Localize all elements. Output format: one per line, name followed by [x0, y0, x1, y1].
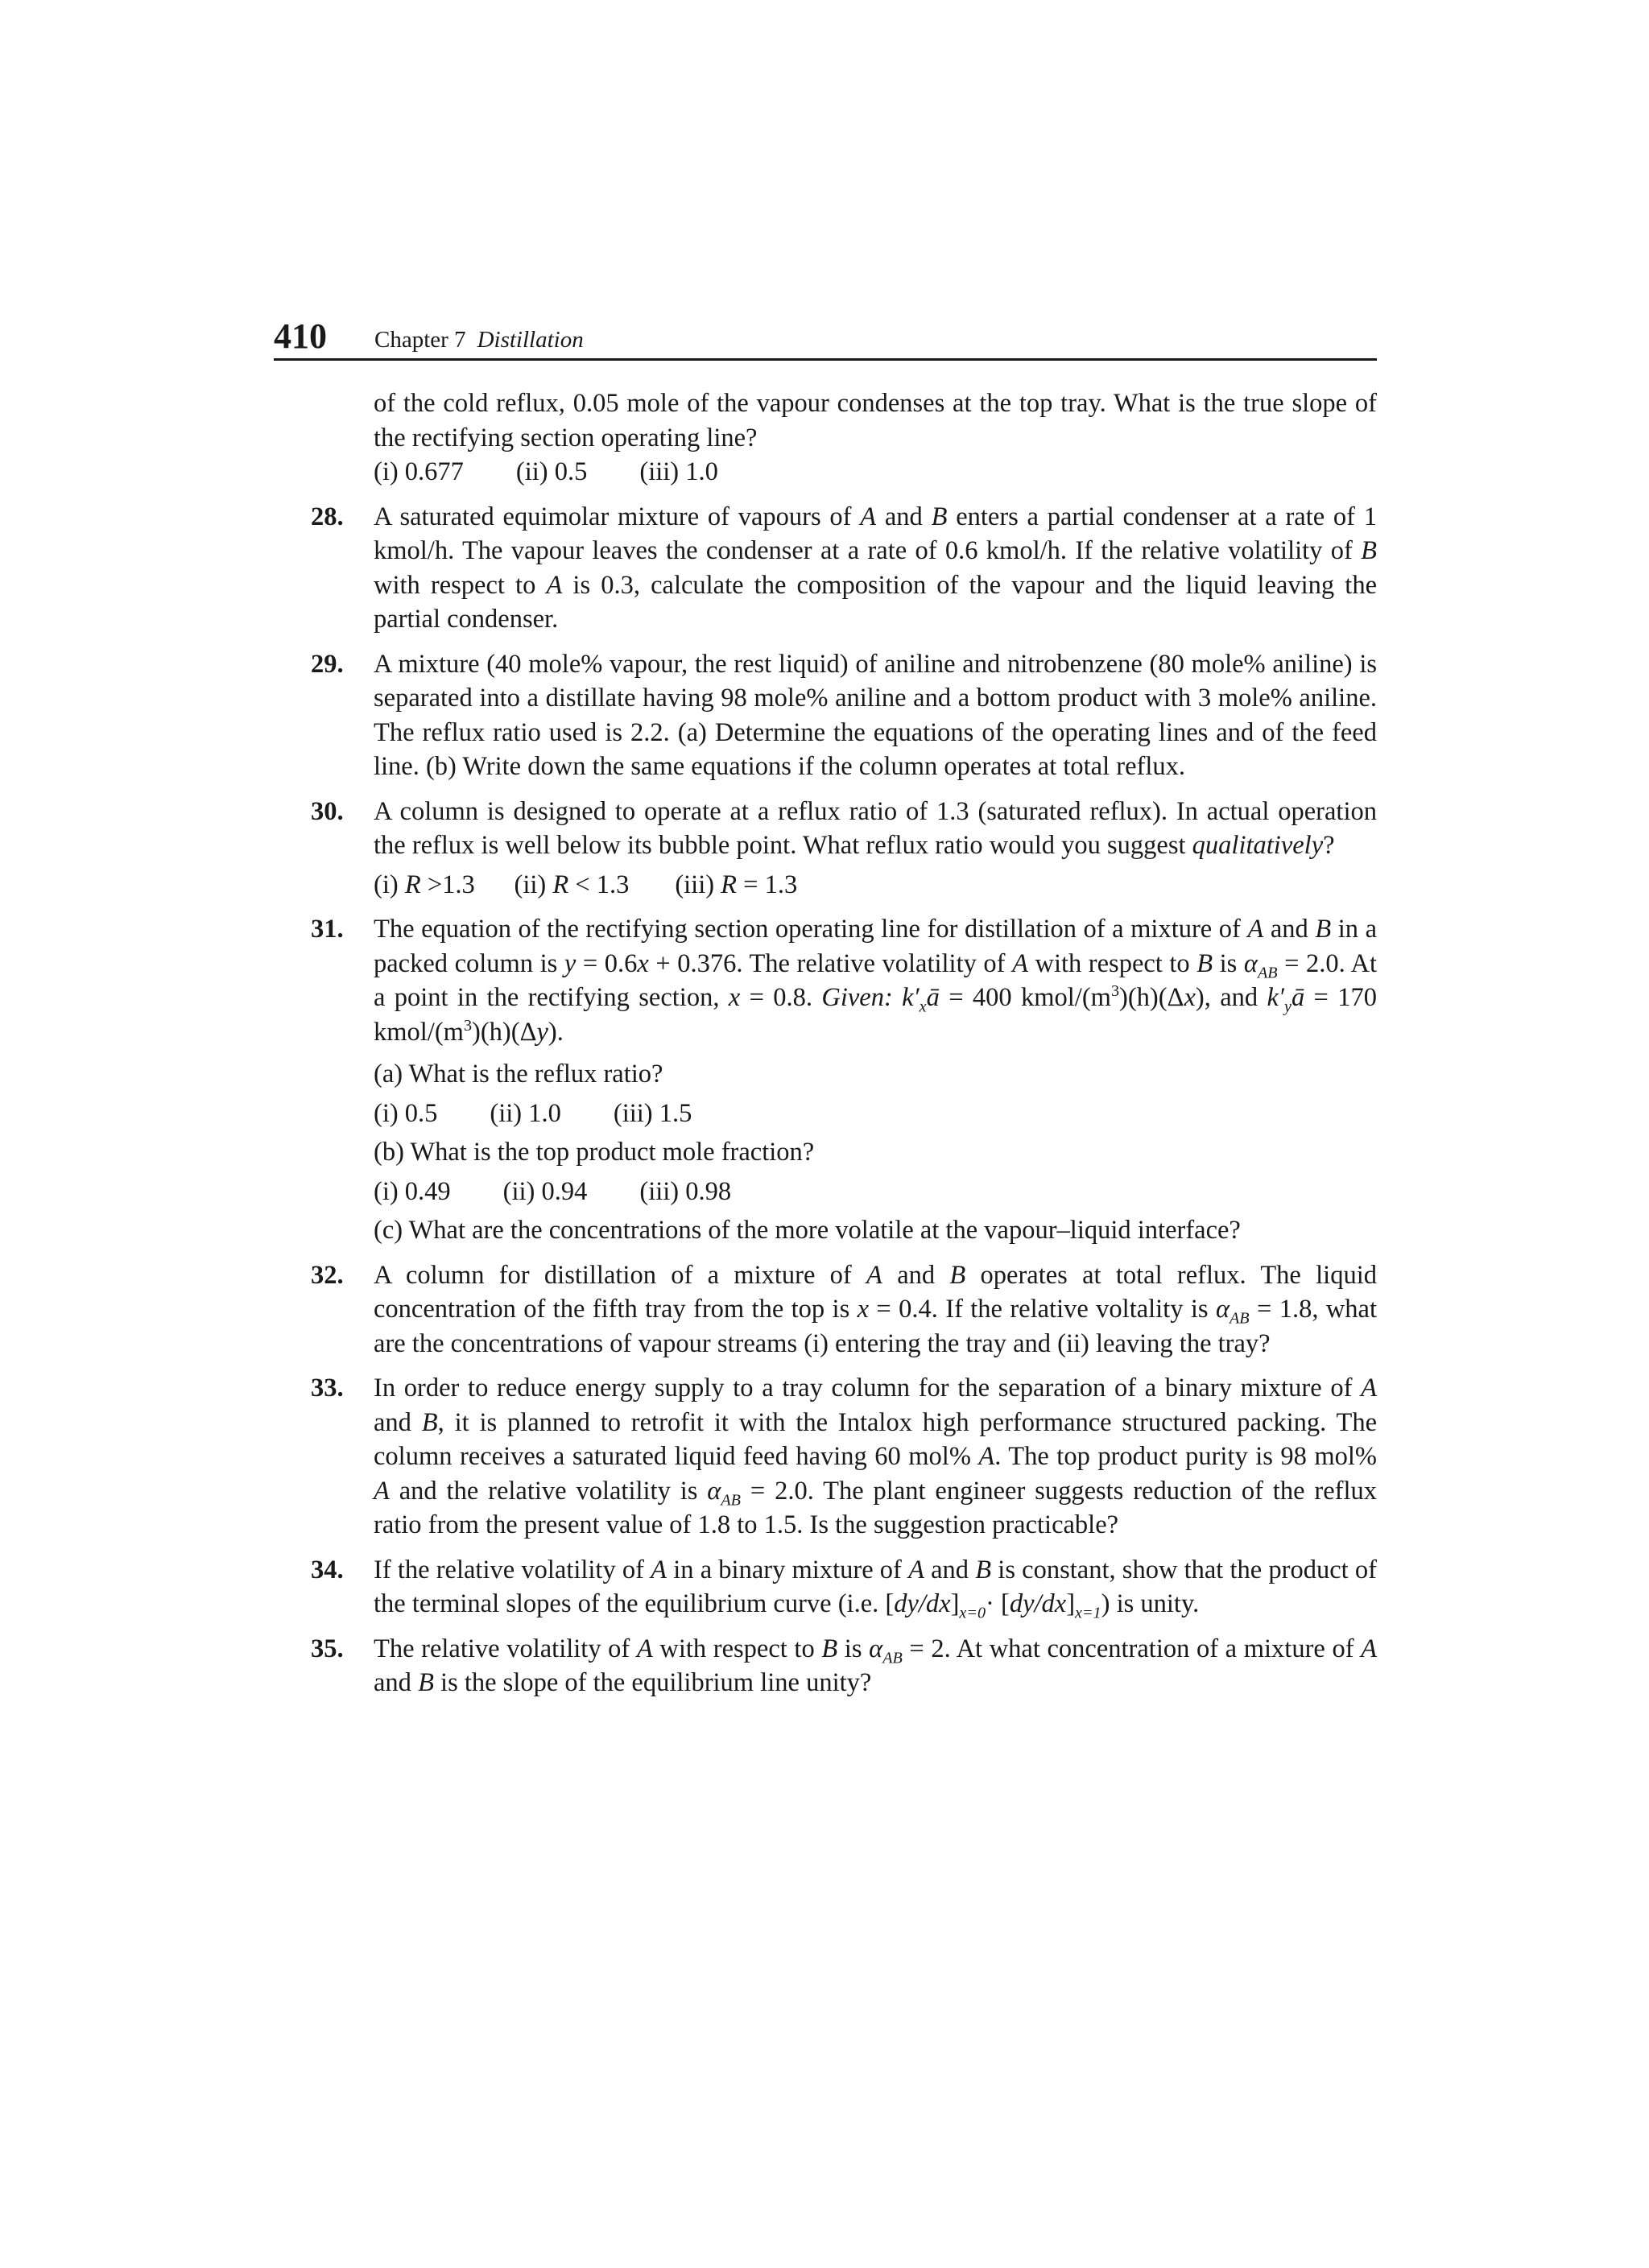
text: A column for distillation of a mixture of [374, 1260, 867, 1290]
text: is [1213, 948, 1244, 978]
var: ā [1291, 983, 1305, 1012]
question-31b: (b) What is the top product mole fraction? [374, 1138, 815, 1167]
emphasis: Given: [821, 983, 903, 1012]
question-30-options [274, 868, 1377, 903]
text: )(h)(Δ [1119, 983, 1184, 1012]
text: and [882, 1260, 950, 1290]
text: A column is designed to operate at a reflux ratio of 1.3 (saturated reflux). In actual operation the reflux is well below its bubble point. What reflux ratio would you suggest [374, 796, 1377, 860]
question-29 [274, 647, 1377, 784]
question-number: 33. [311, 1374, 344, 1403]
question-31a: (a) What is the reflux ratio? [374, 1060, 663, 1089]
var: B [1361, 536, 1377, 565]
text: , it is planned to retrofit it with the Intalox high performance structured packing. The column receives a saturated liquid feed having 60 mol% [374, 1407, 1377, 1471]
text: ) is unity. [1101, 1589, 1200, 1618]
text: In order to reduce energy supply to a tray column for the separation of a binary mixture of [374, 1374, 1362, 1403]
var: AB [721, 1491, 741, 1509]
var: AB [1230, 1309, 1250, 1328]
question-number: 29. [311, 649, 344, 679]
emphasis: qualitatively [1192, 831, 1324, 860]
text: )(h)(Δ [472, 1017, 537, 1047]
question-number: 31. [311, 915, 344, 944]
text: = 1.3 [737, 870, 798, 899]
text: If the relative volatility of [374, 1555, 651, 1584]
text: = 1.8, what are the concentrations of vapour streams (i) entering the tray and (ii) leaving the tray? [374, 1295, 1377, 1358]
var: ā [926, 983, 940, 1012]
var: A [1361, 1374, 1377, 1403]
var: A [978, 1442, 995, 1471]
text: is 0.3, calculate the composition of the vapour and the liquid leaving the partial condenser. [374, 570, 1377, 634]
var: x [919, 998, 927, 1016]
var: A [866, 1260, 882, 1290]
text: = 2. At what concentration of a mixture of [902, 1634, 1362, 1663]
text: A mixture (40 mole% vapour, the rest liquid) of aniline and nitrobenzene (80 mole% aniline) is separated into a distillate having 98 mole% aniline and a bottom product with 3 mole% aniline. The reflux ratio used is 2.2. (a) Determine the equations of the operating lines and of the feed line. (b) Write down the same equations if the column operates at total reflux. [374, 649, 1377, 781]
text: ] [1066, 1589, 1076, 1618]
question-number: 32. [311, 1260, 344, 1290]
question-35 [274, 1632, 1377, 1700]
var: A [374, 1476, 390, 1506]
question-30 [274, 795, 1377, 863]
chapter-label: Chapter 7 [374, 327, 466, 353]
question-27-text: of the cold reflux, 0.05 mole of the vapour condenses at the top tray. What is the true slope of the rectifying section operating line? [374, 389, 1377, 452]
text: ). [548, 1017, 564, 1047]
text: = 2.0. At a point in the rectifying section, [374, 948, 1377, 1012]
page-number: 410 [274, 316, 327, 356]
question-number: 35. [311, 1634, 344, 1663]
var: A [636, 1634, 653, 1663]
text: = 2.0. The plant engineer suggests reduction of the reflux ratio from the present value of 1.8 to 1.5. Is the suggestion practicable? [374, 1476, 1377, 1539]
var: A [1012, 948, 1028, 978]
var: R [721, 870, 738, 899]
text: = 0.6 [576, 948, 638, 978]
var: A [1247, 915, 1264, 944]
var: R [404, 870, 421, 899]
text: >1.3 [420, 870, 475, 899]
var: B [949, 1260, 966, 1290]
text: = 0.8. [740, 983, 822, 1012]
var: B [1315, 915, 1332, 944]
text: is [837, 1634, 870, 1663]
var: x [857, 1295, 870, 1324]
var: x [728, 983, 741, 1012]
text: = 170 kmol/(m [374, 983, 1377, 1047]
text: with respect to [1027, 948, 1197, 978]
text: + 0.376. The relative volatility of [648, 948, 1013, 978]
text: · [ [986, 1589, 1010, 1618]
var: A [546, 570, 563, 600]
var: A [651, 1555, 667, 1584]
text: The relative volatility of [374, 1634, 637, 1663]
text: ? [1323, 831, 1335, 860]
text: = 0.4. If the relative voltality is [869, 1295, 1216, 1324]
superscript: 3 [1110, 982, 1120, 1001]
text: = 400 kmol/(m [939, 983, 1111, 1012]
text: and [924, 1555, 976, 1584]
var: dy/dx [1009, 1589, 1067, 1618]
var: B [418, 1668, 434, 1697]
text: and the relative volatility is [389, 1476, 708, 1506]
var: α [1215, 1295, 1230, 1324]
var: AB [1257, 964, 1278, 981]
text: with respect to [374, 570, 547, 600]
text: operates at total reflux. The liquid concentration of the fifth tray from the top is [374, 1260, 1377, 1324]
page-body [274, 386, 1377, 1700]
var: x [1184, 983, 1196, 1012]
var: x [637, 948, 649, 978]
text: in a binary mixture of [667, 1555, 909, 1584]
question-number: 28. [311, 502, 344, 531]
text: ), and [1195, 983, 1267, 1012]
question-number: 30. [311, 796, 344, 826]
var: α [1243, 948, 1258, 978]
text: with respect to [652, 1634, 822, 1663]
text: A saturated equimolar mixture of vapours of [374, 502, 861, 531]
var: A [908, 1555, 924, 1584]
var: y [536, 1017, 548, 1047]
text: The equation of the rectifying section operating line for distillation of a mixture of [374, 915, 1248, 944]
text: is the slope of the equilibrium line unity? [433, 1668, 872, 1697]
text: . The top product purity is 98 mol% [994, 1442, 1377, 1471]
text: (i) [374, 870, 405, 899]
var: B [931, 502, 948, 531]
header-rule [274, 358, 1377, 361]
question-31c: (c) What are the concentrations of the more volatile at the vapour–liquid interface? [374, 1216, 1241, 1245]
var: x=0 [959, 1604, 986, 1622]
var: k′ [902, 983, 920, 1012]
question-number: 34. [311, 1555, 344, 1584]
text: and [374, 1668, 419, 1697]
text: (iii) [675, 870, 721, 899]
var: k′ [1267, 983, 1285, 1012]
text: and [374, 1407, 422, 1437]
question-32 [274, 1258, 1377, 1361]
var: y [1284, 998, 1292, 1016]
text: and [876, 502, 932, 531]
text: < 1.3 [568, 870, 630, 899]
var: x=1 [1075, 1604, 1101, 1622]
text: enters a partial condenser at a rate of 1 kmol/h. The vapour leaves the condenser at a rate of 0.6 kmol/h. If the relative volatility of [374, 502, 1377, 565]
question-33 [274, 1371, 1377, 1543]
question-28 [274, 500, 1377, 637]
var: B [975, 1555, 992, 1584]
superscript: 3 [463, 1016, 473, 1035]
var: AB [882, 1649, 903, 1667]
var: y [564, 948, 577, 978]
running-head [374, 325, 584, 354]
text: is constant, show that the product of the terminal slopes of the equilibrium curve (i.e. [ [374, 1555, 1377, 1618]
var: α [869, 1634, 883, 1663]
var: B [421, 1407, 438, 1437]
var: A [1361, 1634, 1377, 1663]
text: ] [950, 1589, 960, 1618]
var: dy/dx [894, 1589, 951, 1618]
question-27-options: (i) 0.677 (ii) 0.5 (iii) 1.0 [374, 457, 718, 486]
var: α [707, 1476, 721, 1506]
text: and [1263, 915, 1316, 944]
var: B [821, 1634, 838, 1663]
question-31a-options: (i) 0.5 (ii) 1.0 (iii) 1.5 [374, 1098, 692, 1128]
var: R [552, 870, 569, 899]
question-27-continuation [274, 386, 1377, 455]
var: B [1196, 948, 1213, 978]
page-header [274, 316, 1377, 357]
question-31b-options: (i) 0.49 (ii) 0.94 (iii) 0.98 [374, 1176, 732, 1206]
text: (ii) [514, 870, 553, 899]
question-34 [274, 1553, 1377, 1621]
var: A [860, 502, 877, 531]
chapter-title: Distillation [477, 327, 584, 353]
text: in a packed column is [374, 915, 1377, 978]
question-31 [274, 912, 1377, 1049]
